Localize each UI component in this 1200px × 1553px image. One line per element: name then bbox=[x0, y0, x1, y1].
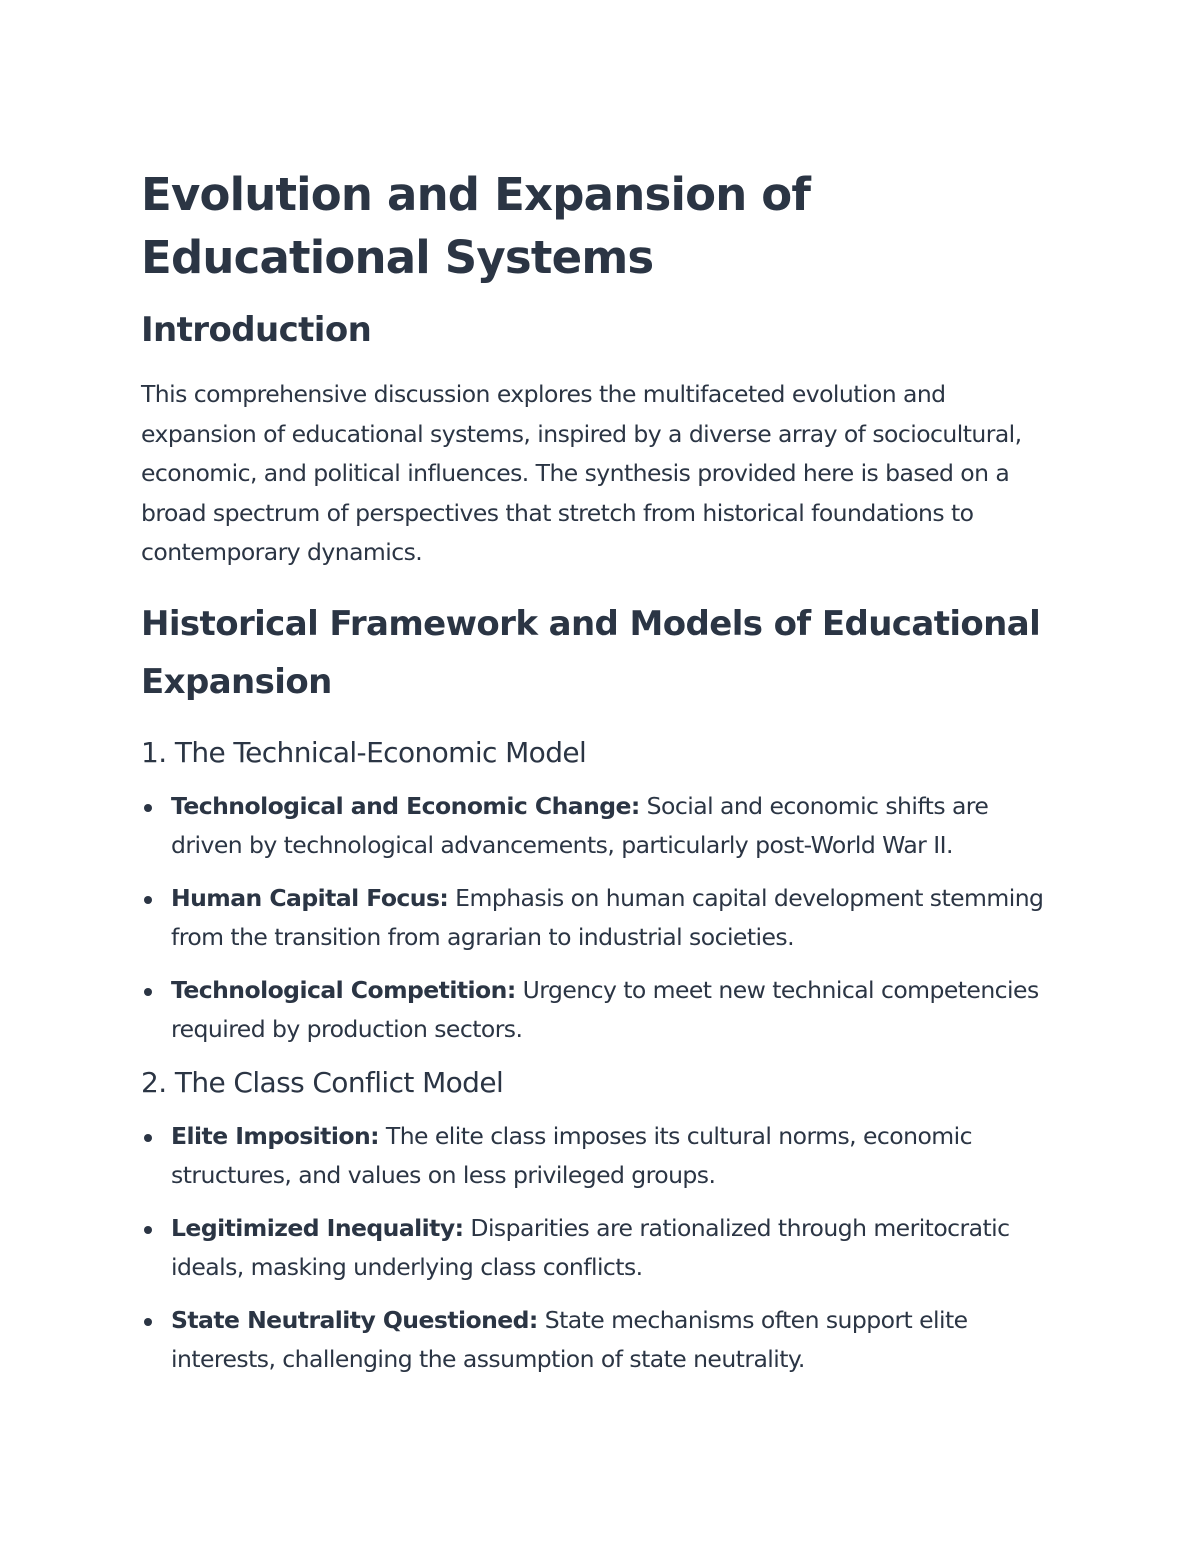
document-page bbox=[141, 163, 1066, 1393]
introduction-heading: Introduction bbox=[141, 310, 372, 350]
list-item-term: Technological and Economic Change: bbox=[171, 791, 640, 820]
list-item-term: Legitimized Inequality: bbox=[171, 1213, 464, 1242]
bullet-icon bbox=[144, 1134, 152, 1142]
list-item-text: Social and economic shifts are driven by technological advancements, particularly post-World War II. bbox=[171, 791, 989, 859]
list-item bbox=[141, 1117, 1066, 1196]
bullet-icon bbox=[144, 804, 152, 812]
list-item bbox=[141, 879, 1066, 958]
list-item-text: The elite class imposes its cultural norms, economic structures, and values on less privileged groups. bbox=[171, 1121, 972, 1189]
list-item bbox=[141, 787, 1066, 866]
list-item-text: Emphasis on human capital development stemming from the transition from agrarian to industrial societies. bbox=[171, 883, 1044, 951]
technical-economic-model-section bbox=[141, 733, 1066, 1050]
bullet-icon bbox=[144, 1318, 152, 1326]
list-item bbox=[141, 971, 1066, 1050]
list-item bbox=[141, 1209, 1066, 1288]
technical-economic-model-heading: 1. The Technical-Economic Model bbox=[141, 735, 587, 769]
list-item-term: State Neutrality Questioned: bbox=[171, 1305, 538, 1334]
document-title: Evolution and Expansion of Educational Systems bbox=[141, 168, 811, 284]
bullet-icon bbox=[144, 988, 152, 996]
list-item-text: Urgency to meet new technical competencies required by production sectors. bbox=[171, 975, 1039, 1043]
bullet-icon bbox=[144, 1226, 152, 1234]
class-conflict-model-heading: 2. The Class Conflict Model bbox=[141, 1065, 504, 1099]
class-conflict-model-list bbox=[141, 1117, 1066, 1380]
list-item-term: Technological Competition: bbox=[171, 975, 516, 1004]
list-item-text: Disparities are rationalized through meritocratic ideals, masking underlying class conflicts. bbox=[171, 1213, 1010, 1281]
bullet-icon bbox=[144, 896, 152, 904]
list-item-term: Human Capital Focus: bbox=[171, 883, 449, 912]
introduction-paragraph: This comprehensive discussion explores the multifaceted evolution and expansion of educational systems, inspired by a diverse array of sociocultural, economic, and political influences. The synthesis provided here is based on a broad spectrum of perspectives that stretch from historical foundations to contemporary dynamics. bbox=[141, 380, 1022, 566]
list-item bbox=[141, 1301, 1066, 1380]
list-item-term: Elite Imposition: bbox=[171, 1121, 379, 1150]
technical-economic-model-list bbox=[141, 787, 1066, 1050]
historical-framework-heading: Historical Framework and Models of Educational Expansion bbox=[141, 603, 1041, 702]
list-item-text: State mechanisms often support elite interests, challenging the assumption of state neutrality. bbox=[171, 1305, 968, 1373]
class-conflict-model-section bbox=[141, 1063, 1066, 1380]
